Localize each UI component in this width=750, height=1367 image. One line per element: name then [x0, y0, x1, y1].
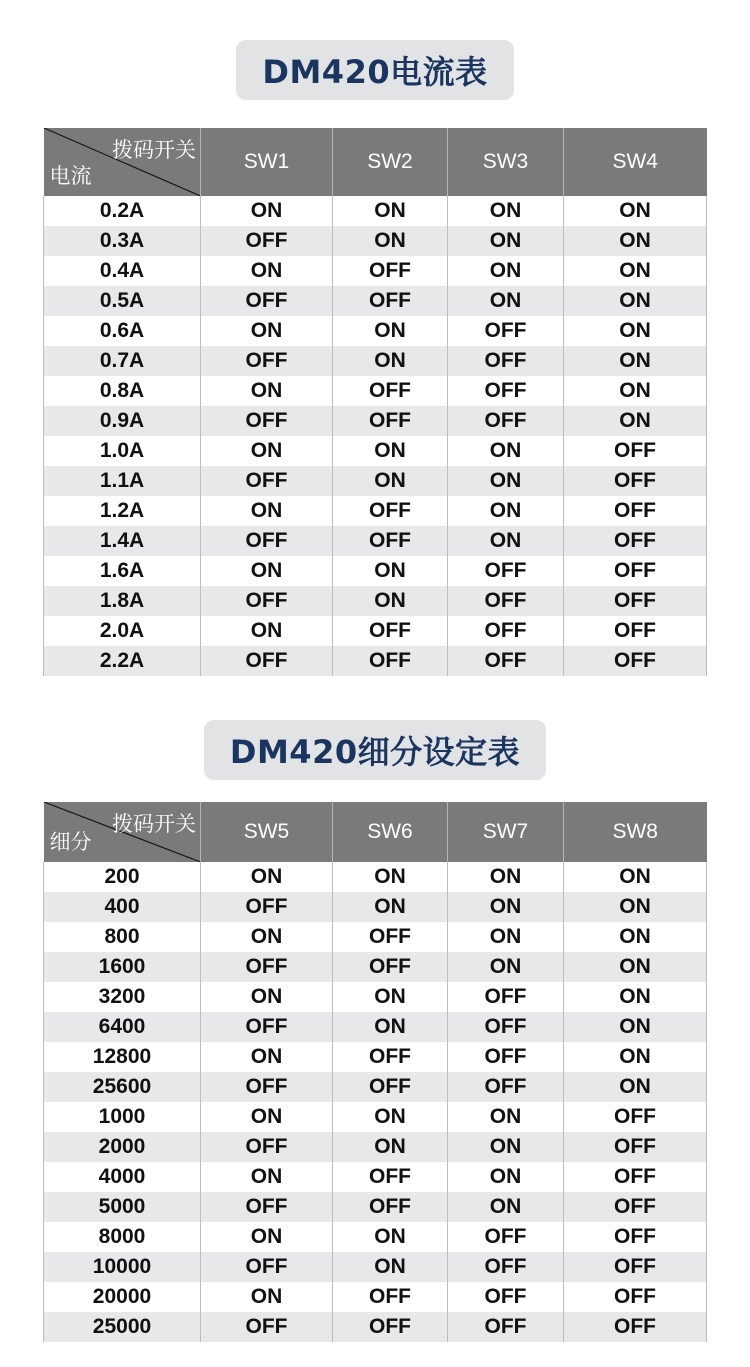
switch-state-cell: ON — [201, 1282, 333, 1312]
switch-state-cell: ON — [448, 226, 564, 256]
switch-state-cell: ON — [333, 196, 448, 226]
switch-state-cell: ON — [564, 982, 707, 1012]
switch-state-cell: OFF — [201, 1192, 333, 1222]
table-row — [44, 256, 707, 286]
table-row — [44, 196, 707, 226]
column-header: SW5 — [201, 802, 333, 862]
column-header: SW8 — [564, 802, 707, 862]
column-header: SW1 — [201, 128, 333, 196]
corner-top-label: 拨码开关 — [112, 138, 196, 162]
switch-state-cell: OFF — [201, 1252, 333, 1282]
switch-state-cell: OFF — [333, 406, 448, 436]
switch-state-cell: ON — [448, 952, 564, 982]
column-header: SW6 — [333, 802, 448, 862]
switch-state-cell: ON — [564, 196, 707, 226]
switch-state-cell: ON — [564, 226, 707, 256]
row-label-cell: 0.2A — [44, 196, 201, 226]
row-label-cell: 0.5A — [44, 286, 201, 316]
switch-state-cell: OFF — [333, 922, 448, 952]
switch-state-cell: ON — [564, 892, 707, 922]
switch-state-cell: OFF — [333, 256, 448, 286]
row-label-cell: 2.0A — [44, 616, 201, 646]
header-row — [44, 128, 707, 196]
table-row — [44, 952, 707, 982]
table-row — [44, 226, 707, 256]
table-row — [44, 526, 707, 556]
switch-state-cell: ON — [333, 1222, 448, 1252]
switch-state-cell: OFF — [201, 1012, 333, 1042]
row-label-cell: 800 — [44, 922, 201, 952]
switch-state-cell: OFF — [333, 646, 448, 676]
switch-state-cell: OFF — [201, 952, 333, 982]
switch-state-cell: OFF — [333, 1192, 448, 1222]
row-label-cell: 2.2A — [44, 646, 201, 676]
table-row — [44, 646, 707, 676]
row-label-cell: 12800 — [44, 1042, 201, 1072]
switch-state-cell: OFF — [448, 1282, 564, 1312]
table-row — [44, 1282, 707, 1312]
switch-state-cell: ON — [564, 952, 707, 982]
corner-top-label: 拨码开关 — [112, 812, 196, 836]
current-table — [43, 128, 707, 676]
switch-state-cell: OFF — [564, 1282, 707, 1312]
switch-state-cell: OFF — [333, 286, 448, 316]
switch-state-cell: OFF — [201, 406, 333, 436]
switch-state-cell: ON — [564, 316, 707, 346]
switch-state-cell: ON — [201, 1042, 333, 1072]
corner-bottom-label: 细分 — [49, 830, 92, 854]
switch-state-cell: OFF — [448, 982, 564, 1012]
row-label-cell: 8000 — [44, 1222, 201, 1252]
row-label-cell: 1.6A — [44, 556, 201, 586]
switch-state-cell: OFF — [333, 1282, 448, 1312]
switch-state-cell: ON — [201, 982, 333, 1012]
switch-state-cell: ON — [333, 436, 448, 466]
switch-state-cell: ON — [448, 286, 564, 316]
switch-state-cell: OFF — [201, 646, 333, 676]
table-row — [44, 1072, 707, 1102]
table-row — [44, 616, 707, 646]
switch-state-cell: OFF — [448, 1042, 564, 1072]
switch-state-cell: ON — [201, 196, 333, 226]
switch-state-cell: OFF — [448, 406, 564, 436]
table-row — [44, 922, 707, 952]
switch-state-cell: OFF — [564, 586, 707, 616]
table-row — [44, 1252, 707, 1282]
switch-state-cell: ON — [333, 556, 448, 586]
switch-state-cell: ON — [448, 436, 564, 466]
switch-state-cell: ON — [564, 376, 707, 406]
switch-state-cell: OFF — [448, 556, 564, 586]
switch-state-cell: OFF — [333, 496, 448, 526]
row-label-cell: 0.4A — [44, 256, 201, 286]
table-row — [44, 376, 707, 406]
switch-state-cell: ON — [564, 256, 707, 286]
switch-state-cell: ON — [333, 466, 448, 496]
switch-state-cell: ON — [564, 406, 707, 436]
switch-state-cell: ON — [448, 1102, 564, 1132]
switch-state-cell: OFF — [333, 1162, 448, 1192]
switch-state-cell: ON — [448, 1162, 564, 1192]
table-row — [44, 286, 707, 316]
switch-state-cell: ON — [333, 982, 448, 1012]
table-row — [44, 1192, 707, 1222]
switch-state-cell: ON — [448, 862, 564, 892]
switch-state-cell: OFF — [564, 556, 707, 586]
switch-state-cell: OFF — [448, 376, 564, 406]
current-table-title: DM420电流表 — [236, 40, 513, 100]
switch-state-cell: OFF — [201, 346, 333, 376]
column-header: SW4 — [564, 128, 707, 196]
table-row — [44, 346, 707, 376]
column-header: SW2 — [333, 128, 448, 196]
switch-state-cell: OFF — [448, 586, 564, 616]
row-label-cell: 1.1A — [44, 466, 201, 496]
column-header: SW3 — [448, 128, 564, 196]
switch-state-cell: ON — [201, 496, 333, 526]
switch-state-cell: OFF — [564, 496, 707, 526]
row-label-cell: 400 — [44, 892, 201, 922]
switch-state-cell: ON — [333, 586, 448, 616]
switch-state-cell: ON — [333, 1252, 448, 1282]
switch-state-cell: OFF — [564, 466, 707, 496]
table-row — [44, 586, 707, 616]
row-label-cell: 0.8A — [44, 376, 201, 406]
row-label-cell: 4000 — [44, 1162, 201, 1192]
switch-state-cell: ON — [448, 922, 564, 952]
switch-state-cell: OFF — [201, 226, 333, 256]
switch-state-cell: OFF — [201, 586, 333, 616]
switch-state-cell: ON — [333, 1132, 448, 1162]
row-label-cell: 1000 — [44, 1102, 201, 1132]
table-row — [44, 316, 707, 346]
switch-state-cell: ON — [201, 256, 333, 286]
table-row — [44, 1102, 707, 1132]
switch-state-cell: OFF — [201, 1072, 333, 1102]
switch-state-cell: OFF — [448, 616, 564, 646]
row-label-cell: 1.0A — [44, 436, 201, 466]
table-row — [44, 1162, 707, 1192]
switch-state-cell: OFF — [448, 646, 564, 676]
switch-state-cell: ON — [333, 862, 448, 892]
table-row — [44, 1012, 707, 1042]
row-label-cell: 6400 — [44, 1012, 201, 1042]
microstep-table — [43, 802, 707, 1342]
row-label-cell: 2000 — [44, 1132, 201, 1162]
switch-state-cell: ON — [564, 1042, 707, 1072]
switch-state-cell: ON — [201, 616, 333, 646]
switch-state-cell: OFF — [201, 1132, 333, 1162]
switch-state-cell: OFF — [564, 526, 707, 556]
switch-state-cell: ON — [448, 1132, 564, 1162]
table-row — [44, 556, 707, 586]
switch-state-cell: ON — [564, 862, 707, 892]
switch-state-cell: OFF — [564, 436, 707, 466]
switch-state-cell: OFF — [564, 1192, 707, 1222]
switch-state-cell: OFF — [333, 1312, 448, 1342]
table-row — [44, 1042, 707, 1072]
switch-state-cell: ON — [448, 1192, 564, 1222]
row-label-cell: 0.3A — [44, 226, 201, 256]
switch-state-cell: OFF — [448, 316, 564, 346]
table-row — [44, 1222, 707, 1252]
row-label-cell: 1.4A — [44, 526, 201, 556]
table-row — [44, 1132, 707, 1162]
switch-state-cell: OFF — [564, 1132, 707, 1162]
switch-state-cell: OFF — [201, 1312, 333, 1342]
switch-state-cell: ON — [333, 316, 448, 346]
switch-state-cell: ON — [448, 892, 564, 922]
row-label-cell: 5000 — [44, 1192, 201, 1222]
switch-state-cell: ON — [333, 1102, 448, 1132]
table-row — [44, 1312, 707, 1342]
microstep-table-title-container — [0, 720, 750, 780]
row-label-cell: 20000 — [44, 1282, 201, 1312]
switch-state-cell: OFF — [564, 1312, 707, 1342]
microstep-table-title: DM420细分设定表 — [204, 720, 546, 780]
switch-state-cell: OFF — [448, 346, 564, 376]
switch-state-cell: OFF — [564, 1252, 707, 1282]
switch-state-cell: OFF — [564, 646, 707, 676]
row-label-cell: 25600 — [44, 1072, 201, 1102]
switch-state-cell: OFF — [333, 526, 448, 556]
table-row — [44, 982, 707, 1012]
row-label-cell: 0.9A — [44, 406, 201, 436]
switch-state-cell: ON — [201, 1162, 333, 1192]
switch-state-cell: ON — [201, 1222, 333, 1252]
switch-state-cell: ON — [564, 1072, 707, 1102]
table-row — [44, 406, 707, 436]
switch-state-cell: ON — [333, 346, 448, 376]
switch-state-cell: OFF — [333, 1072, 448, 1102]
table-row — [44, 892, 707, 922]
table-row — [44, 862, 707, 892]
column-header: SW7 — [448, 802, 564, 862]
header-row — [44, 802, 707, 862]
switch-state-cell: ON — [201, 556, 333, 586]
switch-state-cell: OFF — [564, 1162, 707, 1192]
switch-state-cell: ON — [564, 286, 707, 316]
switch-state-cell: ON — [448, 496, 564, 526]
current-table-title-container — [0, 40, 750, 100]
switch-state-cell: OFF — [333, 616, 448, 646]
table-row — [44, 496, 707, 526]
switch-state-cell: ON — [564, 346, 707, 376]
row-label-cell: 10000 — [44, 1252, 201, 1282]
switch-state-cell: ON — [333, 892, 448, 922]
row-label-cell: 1.2A — [44, 496, 201, 526]
switch-state-cell: OFF — [333, 376, 448, 406]
switch-state-cell: ON — [448, 196, 564, 226]
corner-cell — [44, 802, 201, 862]
switch-state-cell: OFF — [448, 1012, 564, 1042]
table-row — [44, 436, 707, 466]
switch-state-cell: ON — [448, 466, 564, 496]
switch-state-cell: ON — [564, 922, 707, 952]
switch-state-cell: OFF — [201, 466, 333, 496]
switch-state-cell: ON — [201, 376, 333, 406]
switch-state-cell: OFF — [448, 1222, 564, 1252]
switch-state-cell: ON — [333, 226, 448, 256]
switch-state-cell: OFF — [201, 892, 333, 922]
switch-state-cell: OFF — [448, 1072, 564, 1102]
row-label-cell: 1.8A — [44, 586, 201, 616]
row-label-cell: 25000 — [44, 1312, 201, 1342]
switch-state-cell: ON — [201, 1102, 333, 1132]
row-label-cell: 0.6A — [44, 316, 201, 346]
switch-state-cell: ON — [448, 526, 564, 556]
corner-bottom-label: 电流 — [49, 164, 92, 188]
row-label-cell: 0.7A — [44, 346, 201, 376]
switch-state-cell: ON — [201, 862, 333, 892]
switch-state-cell: OFF — [564, 1102, 707, 1132]
row-label-cell: 200 — [44, 862, 201, 892]
switch-state-cell: OFF — [448, 1252, 564, 1282]
switch-state-cell: ON — [333, 1012, 448, 1042]
switch-state-cell: OFF — [564, 1222, 707, 1252]
switch-state-cell: OFF — [333, 952, 448, 982]
switch-state-cell: OFF — [333, 1042, 448, 1072]
switch-state-cell: OFF — [201, 526, 333, 556]
table-row — [44, 466, 707, 496]
row-label-cell: 3200 — [44, 982, 201, 1012]
switch-state-cell: ON — [564, 1012, 707, 1042]
switch-state-cell: OFF — [201, 286, 333, 316]
corner-cell — [44, 128, 201, 196]
row-label-cell: 1600 — [44, 952, 201, 982]
switch-state-cell: ON — [201, 922, 333, 952]
switch-state-cell: OFF — [564, 616, 707, 646]
switch-state-cell: ON — [448, 256, 564, 286]
switch-state-cell: ON — [201, 436, 333, 466]
switch-state-cell: ON — [201, 316, 333, 346]
switch-state-cell: OFF — [448, 1312, 564, 1342]
